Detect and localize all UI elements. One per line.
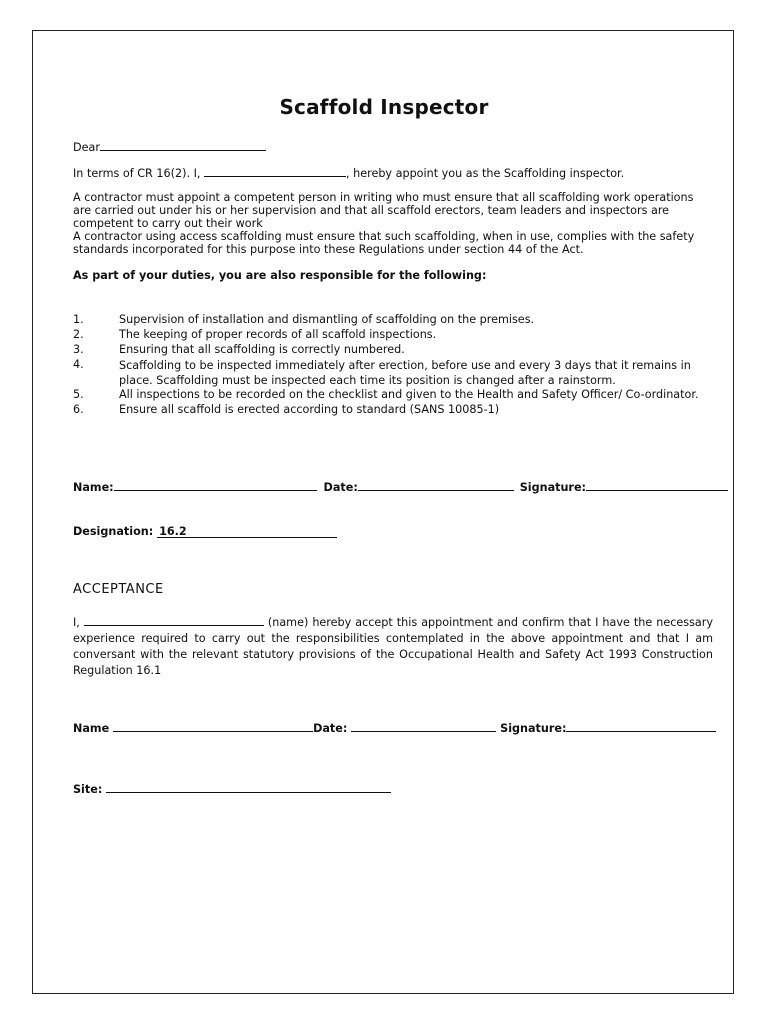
list-item: Ensuring that all scaffolding is correctly numbered. bbox=[119, 343, 405, 356]
name-label: Name: bbox=[73, 481, 114, 494]
signature-field[interactable] bbox=[586, 479, 728, 491]
signature-field[interactable] bbox=[566, 720, 716, 732]
appointer-name-field[interactable] bbox=[204, 165, 346, 177]
dear-label: Dear bbox=[73, 141, 100, 154]
list-item: Scaffolding to be inspected immediately after erection, before use and every 3 days that it remains in place. Scaffolding must be inspected each time its position is changed after a rainstorm. bbox=[119, 359, 691, 387]
name-field[interactable] bbox=[114, 479, 317, 491]
list-item-number: 3. bbox=[73, 343, 84, 356]
site-row bbox=[73, 781, 391, 796]
list-item-number: 6. bbox=[73, 403, 84, 416]
designation-value: 16.2 bbox=[159, 525, 187, 538]
paragraph-2: A contractor using access scaffolding must ensure that such scaffolding, when in use, complies with the safety standards incorporated for this purpose into these Regulations under section 44 of the Act. bbox=[73, 230, 695, 256]
paragraph-1: A contractor must appoint a competent person in writing who must ensure that all scaffolding work operations are carried out under his or her supervision and that all scaffold erectors, team leaders and inspectors are competent to carry out their work bbox=[73, 191, 694, 230]
list-item: Ensure all scaffold is erected according to standard (SANS 10085-1) bbox=[119, 403, 500, 416]
list-item: Supervision of installation and dismantling of scaffolding on the premises. bbox=[119, 313, 535, 326]
date-label: Date: bbox=[313, 722, 348, 735]
appoint-prefix: In terms of CR 16(2). I, bbox=[73, 167, 201, 180]
name-field[interactable] bbox=[113, 720, 313, 732]
list-item-number: 4. bbox=[73, 358, 84, 371]
designation-label: Designation: bbox=[73, 525, 154, 538]
list-item-number: 2. bbox=[73, 328, 84, 341]
designation-field[interactable] bbox=[157, 525, 337, 538]
name-label: Name bbox=[73, 722, 110, 735]
signature-row-2 bbox=[73, 720, 716, 735]
list-item: All inspections to be recorded on the checklist and given to the Health and Safety Officer/ Co-ordinator. bbox=[119, 388, 699, 401]
acceptance-text: (name) hereby accept this appointment and confirm that I have the necessary experience required to carry out the responsibilities contemplated in the above appointment and that I am conversant with the relevant statutory provisions of the Occupational Health and Safety Act 1993 Construction Regulation 16.1 bbox=[73, 616, 713, 677]
designation-row bbox=[73, 525, 337, 538]
acceptance-prefix: I, bbox=[73, 616, 80, 629]
appointment-line bbox=[73, 165, 624, 180]
date-field[interactable] bbox=[358, 479, 514, 491]
signature-label: Signature: bbox=[519, 481, 587, 494]
salutation bbox=[73, 139, 266, 154]
document-title: Scaffold Inspector bbox=[279, 95, 489, 119]
site-field[interactable] bbox=[106, 781, 391, 793]
list-item: The keeping of proper records of all scaffold inspections. bbox=[119, 328, 437, 341]
acceptor-name-field[interactable] bbox=[84, 614, 264, 626]
list-item-number: 5. bbox=[73, 388, 84, 401]
list-item-number: 1. bbox=[73, 313, 84, 326]
date-label: Date: bbox=[323, 481, 358, 494]
acceptance-paragraph bbox=[73, 614, 713, 679]
dear-name-field[interactable] bbox=[100, 139, 266, 151]
acceptance-heading: ACCEPTANCE bbox=[73, 582, 164, 597]
appoint-comma: , bbox=[346, 167, 350, 180]
signature-label: Signature: bbox=[500, 722, 567, 735]
date-field[interactable] bbox=[351, 720, 496, 732]
signature-row-1 bbox=[73, 479, 728, 494]
site-label: Site: bbox=[73, 783, 103, 796]
duties-heading: As part of your duties, you are also responsible for the following: bbox=[73, 269, 487, 282]
appoint-suffix: hereby appoint you as the Scaffolding inspector. bbox=[353, 167, 625, 180]
